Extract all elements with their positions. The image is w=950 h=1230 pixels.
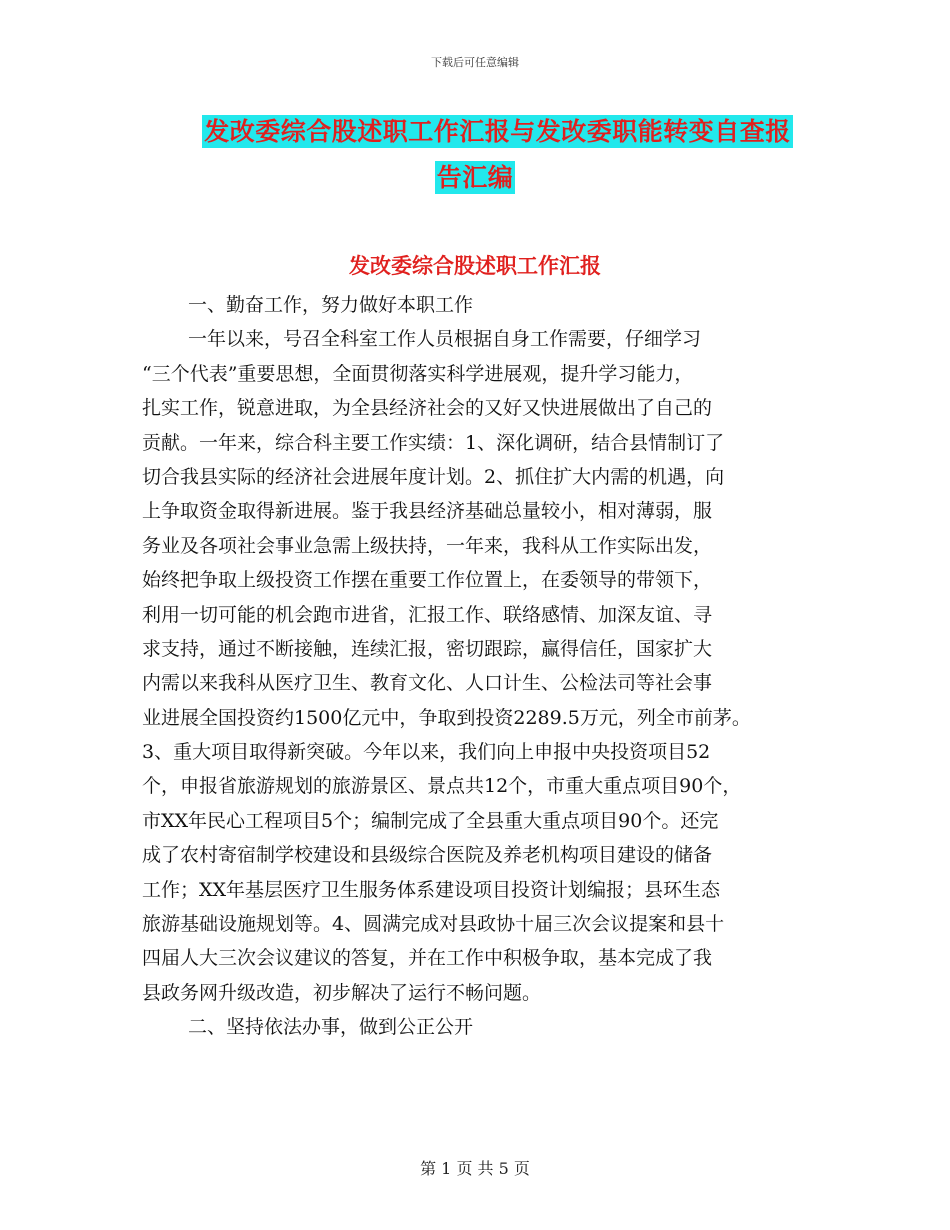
paragraph-line: 县政务网升级改造，初步解决了运行不畅问题。	[142, 981, 542, 1004]
section-title: 发改委综合股述职工作汇报	[349, 254, 601, 278]
document-title-highlight-2: 告汇编	[436, 163, 514, 192]
paragraph-line: 一年以来，号召全科室工作人员根据自身工作需要，仔细学习	[188, 328, 702, 351]
paragraph-line: 个，申报省旅游规划的旅游景区、景点共12个，市重大重点项目90个，	[142, 775, 742, 798]
header-note: 下载后可任意编辑	[431, 56, 519, 69]
page-number-footer: 第 1 页 共 5 页	[420, 1159, 530, 1178]
paragraph-line: 工作；XX年基层医疗卫生服务体系建设项目投资计划编报；县环生态	[142, 878, 721, 901]
paragraph-line: 扎实工作，锐意进取，为全县经济社会的又好又快进展做出了自己的	[142, 397, 713, 420]
paragraph-line: 上争取资金取得新进展。鉴于我县经济基础总量较小，相对薄弱，服	[142, 500, 713, 523]
paragraph-line: 市XX年民心工程项目5个；编制完成了全县重大重点项目90个。还完	[142, 809, 719, 832]
heading-1: 一、勤奋工作，努力做好本职工作	[188, 294, 474, 316]
paragraph-line: 贡献。一年来，综合科主要工作实绩：1、深化调研，结合县情制订了	[142, 431, 725, 454]
paragraph-line: 成了农村寄宿制学校建设和县级综合医院及养老机构项目建设的储备	[142, 844, 713, 867]
document-title-line-1	[0, 112, 950, 148]
document-title-highlight-1: 发改委综合股述职工作汇报与发改委职能转变自查报	[204, 117, 791, 146]
paragraph-line: “三个代表”重要思想，全面贯彻落实科学进展观，提升学习能力，	[142, 362, 694, 385]
paragraph-line: 始终把争取上级投资工作摆在重要工作位置上，在委领导的带领下，	[142, 569, 713, 592]
paragraph-line: 求支持，通过不断接触，连续汇报，密切跟踪，赢得信任，国家扩大	[142, 637, 713, 660]
paragraph-line: 旅游基础设施规划等。4、圆满完成对县政协十届三次会议提案和县十	[142, 913, 725, 936]
document-title-line-2	[0, 158, 950, 194]
paragraph-line: 业进展全国投资约1500亿元中，争取到投资2289.5万元，列全市前茅。	[142, 706, 751, 729]
paragraph-line: 3、重大项目取得新突破。今年以来，我们向上申报中央投资项目52	[142, 741, 711, 764]
paragraph-line: 利用一切可能的机会跑市进省，汇报工作、联络感情、加深友谊、寻	[142, 603, 713, 626]
paragraph-line: 四届人大三次会议建议的答复，并在工作中积极争取，基本完成了我	[142, 947, 713, 970]
paragraph-line: 内需以来我科从医疗卫生、教育文化、人口计生、公检法司等社会事	[142, 672, 713, 695]
paragraph-line: 务业及各项社会事业急需上级扶持，一年来，我科从工作实际出发，	[142, 534, 713, 557]
heading-2: 二、坚持依法办事，做到公正公开	[188, 1016, 474, 1039]
paragraph-line: 切合我县实际的经济社会进展年度计划。2、抓住扩大内需的机遇，向	[142, 465, 725, 488]
document-body	[142, 288, 842, 1045]
